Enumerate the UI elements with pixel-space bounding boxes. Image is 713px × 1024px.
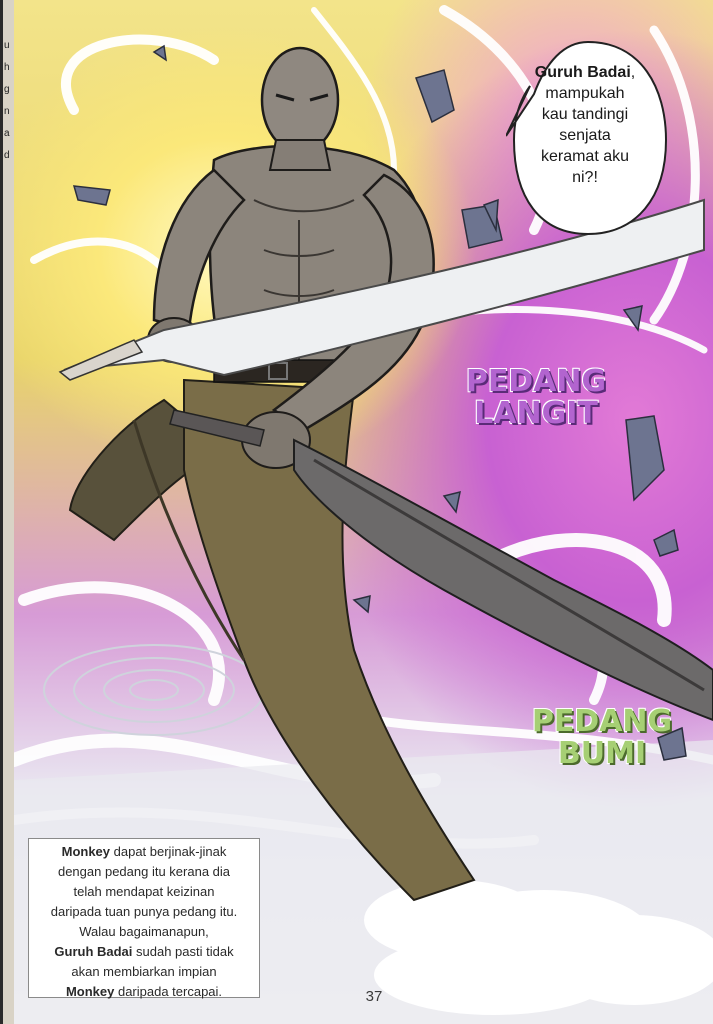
comic-panel bbox=[14, 0, 713, 1024]
speech-bubble-text: Guruh Badai, mampukah kau tandingi senjata keramat aku ni?! bbox=[534, 64, 636, 186]
label-pedang-bumi: PEDANG BUMI bbox=[531, 704, 673, 771]
previous-page-edge: u h g n a d bbox=[0, 0, 14, 1024]
label-pedang-langit: PEDANG LANGIT bbox=[465, 364, 607, 431]
speaker-name: Guruh Badai bbox=[534, 64, 631, 81]
page-number: 37 bbox=[365, 988, 383, 1005]
narration-caption: Monkey dapat berjinak-jinak dengan pedang itu kerana dia telah mendapat keizinan daripada tuan punya pedang itu. Walau bagaimanapun, Guruh Badai sudah pasti tidak akan membiarkan impian Monkey daripada tercapai. bbox=[28, 838, 260, 998]
whirlpool bbox=[44, 645, 264, 735]
